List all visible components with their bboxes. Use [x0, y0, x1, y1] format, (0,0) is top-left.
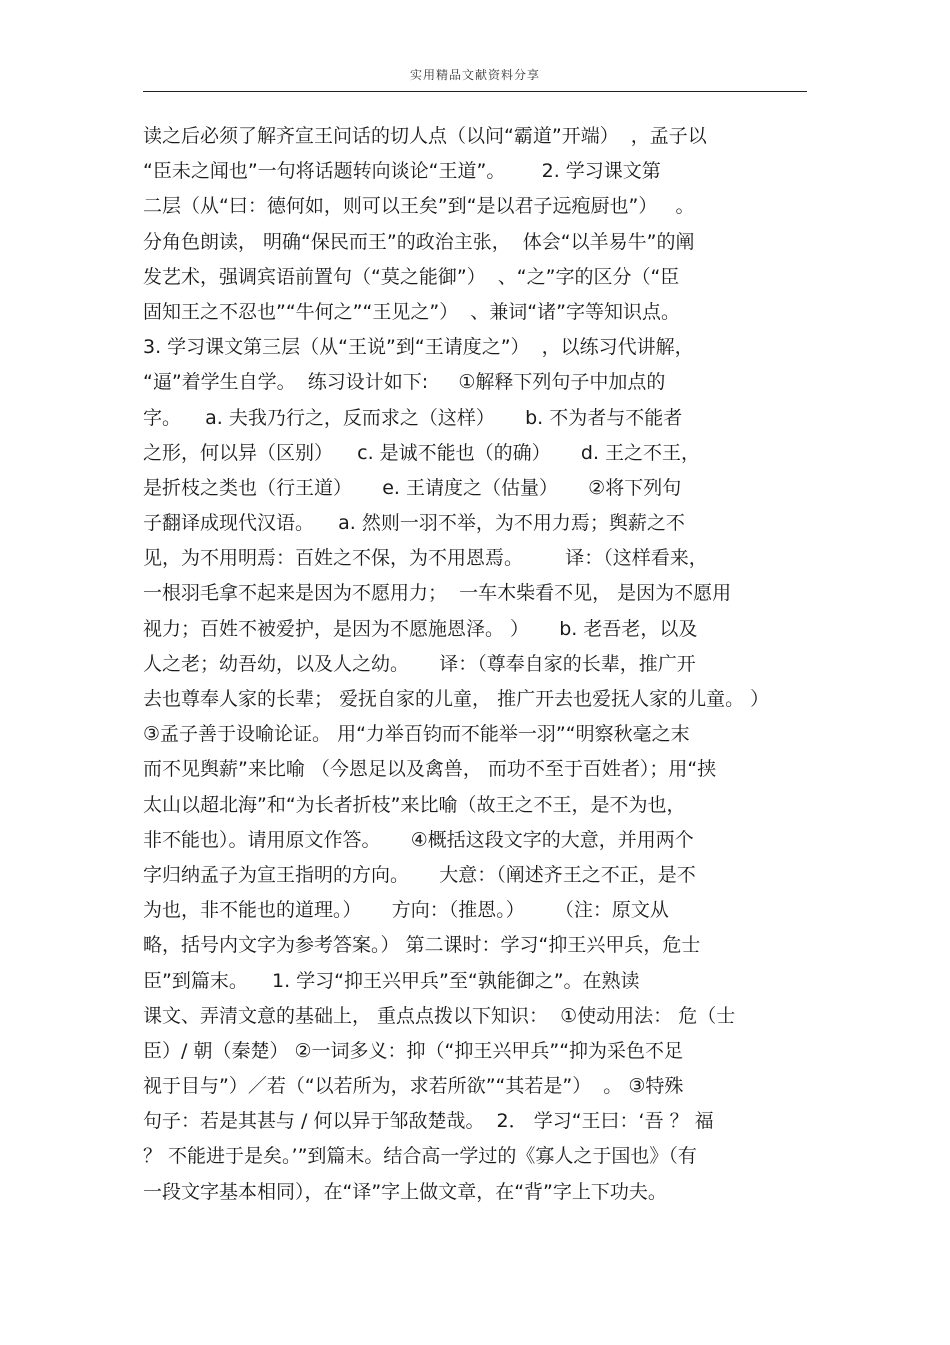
- text-line: 二层（从“曰：德何如，则可以王矣”到“是以君子远疱厨也”） 。: [143, 195, 695, 218]
- text-line: 太山以超北海”和“为长者折枝”来比喻（故王之不王，是不为也，: [143, 793, 686, 816]
- text-line: 课文、弄清文意的基础上， 重点点拨以下知识： ①使动用法： 危（士: [143, 1004, 736, 1027]
- text-line: 是折枝之类也（行王道） e. 王请度之（估量） ②将下列句: [143, 476, 682, 499]
- text-line: 去也尊奉人家的长辈； 爱抚自家的儿童， 推广开去也爱抚人家的儿童。 ）: [143, 688, 770, 710]
- header-divider: [143, 91, 807, 92]
- text-line: 略，括号内文字为参考答案。） 第二课时：学习“抑王兴甲兵，危士: [143, 934, 701, 957]
- text-line: 人之老；幼吾幼，以及人之幼。 译：（尊奉自家的长辈，推广开: [143, 652, 696, 675]
- body-text: [143, 119, 823, 1210]
- text-line: 视力；百姓不被爱护，是因为不愿施恩泽。 ） b. 老吾老，以及: [143, 617, 698, 640]
- text-line: ③孟子善于设喻论证。 用“力举百钧而不能举一羽”“明察秋毫之末: [143, 723, 690, 746]
- page-header: 实用精品文献资料分享: [409, 68, 540, 82]
- text-line: 句子：若是其甚与 / 何以异于邹敌楚哉。 2． 学习“王曰：‘吾 ？ 福: [143, 1110, 714, 1133]
- text-line: 固知王之不忍也”“牛何之”“王见之”） 、兼词“诸”字等知识点。: [143, 300, 680, 323]
- text-line: ？ 不能进于是矣。’”到篇末。结合高一学过的《寡人之于国也》（有: [143, 1145, 697, 1168]
- text-line: “臣未之闻也”一句将话题转向谈论“王道”。 2. 学习课文第: [143, 160, 661, 183]
- text-line: 一段文字基本相同），在“译”字上做文章，在“背”字上下功夫。: [143, 1180, 667, 1203]
- text-line: 而不见舆薪”来比喻 （今恩足以及禽兽， 而功不至于百姓者）；用“挟: [143, 758, 717, 781]
- text-line: 分角色朗读， 明确“保民而王”的政治主张， 体会“以羊易牛”的阐: [143, 230, 695, 253]
- text-line: 发艺术，强调宾语前置句（“莫之能御”） 、“之”字的区分（“臣: [143, 265, 680, 288]
- text-line: 见，为不用明焉：百姓之不保，为不用恩焉。 译：（这样看来，: [143, 547, 708, 570]
- text-line: 臣”到篇末。 1. 学习“抑王兴甲兵”至“孰能御之”。在熟读: [143, 969, 640, 992]
- text-line: 字。 a. 夫我乃行之，反而求之（这样） b. 不为者与不能者: [143, 406, 683, 429]
- text-line: 为也，非不能也的道理。） 方向：（推恩。） （注：原文从: [143, 899, 669, 922]
- text-line: 之形，何以异（区别） c. 是诚不能也（的确） d. 王之不王，: [143, 441, 701, 464]
- text-line: 非不能也）。请用原文作答。 ④概括这段文字的大意，并用两个: [143, 828, 694, 851]
- text-line: “逼”着学生自学。 练习设计如下: ①解释下列句子中加点的: [143, 371, 666, 394]
- text-line: 一根羽毛拿不起来是因为不愿用力； 一车木柴看不见， 是因为不愿用: [143, 582, 732, 605]
- text-line: 视于目与”）／若（“以若所为，求若所欲”“其若是”） 。 ③特殊: [143, 1075, 684, 1098]
- text-line: 子翻译成现代汉语。 a. 然则一羽不举，为不用力焉；舆薪之不: [143, 512, 685, 535]
- text-line: 臣）/ 朝（秦楚） ②一词多义：抑（“抑王兴甲兵”“抑为采色不足: [143, 1039, 684, 1062]
- text-line: 字归纳孟子为宣王指明的方向。 大意：（阐述齐王之不正，是不: [143, 863, 696, 886]
- text-line: 3. 学习课文第三层（从“王说”到“王请度之”） ，以练习代讲解，: [143, 336, 694, 359]
- text-line: 读之后必须了解齐宣王问话的切人点（以问“霸道”开端） ，孟子以: [143, 125, 707, 147]
